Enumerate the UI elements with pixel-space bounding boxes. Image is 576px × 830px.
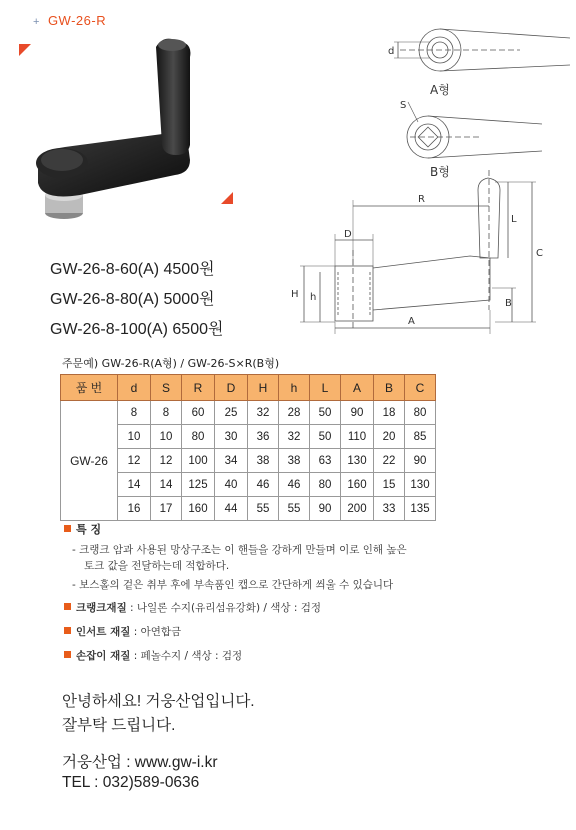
group-cell: GW-26 (61, 401, 118, 521)
cell: 130 (341, 449, 374, 473)
dim-label-S: S (400, 100, 407, 111)
cell: 50 (310, 401, 341, 425)
cell: 28 (279, 401, 310, 425)
cell: 10 (118, 425, 151, 449)
bullet-square-icon (64, 525, 71, 532)
dim-label-L: L (511, 214, 517, 225)
cell: 135 (405, 497, 436, 521)
type-a-label: A형 (430, 83, 450, 97)
cell: 17 (151, 497, 182, 521)
dim-label-A: A (408, 316, 415, 327)
table-row (61, 497, 436, 521)
table-row (61, 425, 436, 449)
spec-label: 손잡이 재질 (76, 650, 131, 662)
bullet-square-icon (64, 603, 71, 610)
cell: 50 (310, 425, 341, 449)
cell: 160 (341, 473, 374, 497)
order-example: 주문예) GW-26-R(A형) / GW-26-S×R(B형) (62, 357, 280, 370)
cell: 32 (279, 425, 310, 449)
cell: 46 (279, 473, 310, 497)
bullet-square-icon (64, 627, 71, 634)
spec-label: 인서트 재질 (76, 626, 131, 638)
table-header-row (61, 375, 436, 401)
header-cell: L (310, 375, 341, 401)
cell: 90 (341, 401, 374, 425)
cell: 32 (248, 401, 279, 425)
table-row (61, 401, 436, 425)
cell: 200 (341, 497, 374, 521)
company-phone: TEL : 032)589-0636 (62, 774, 200, 791)
header-cell: 품 번 (61, 375, 118, 401)
cell: 80 (310, 473, 341, 497)
cell: 20 (374, 425, 405, 449)
cell: 160 (182, 497, 215, 521)
spec-label: 크랭크재질 (76, 602, 127, 614)
price-line-1: GW-26-8-60(A) 4500원 (50, 261, 215, 278)
header-cell: H (248, 375, 279, 401)
header-cell: h (279, 375, 310, 401)
cell: 125 (182, 473, 215, 497)
cell: 38 (279, 449, 310, 473)
header-cell: A (341, 375, 374, 401)
dim-label-B: B (505, 298, 512, 309)
cell: 14 (118, 473, 151, 497)
cell: 36 (248, 425, 279, 449)
spec-value: : 나일론 수지(유리섬유강화) / 색상 : 검정 (126, 602, 322, 614)
greeting-line-1: 안녕하세요! 거웅산업입니다. (62, 693, 255, 710)
feature-line-2: 토크 값을 전달하는데 적합하다. (84, 560, 230, 572)
company-website: 거웅산업 : www.gw-i.kr (62, 754, 218, 771)
product-photo (30, 35, 230, 220)
product-title-row (33, 13, 106, 28)
cell: 40 (215, 473, 248, 497)
header-cell: d (118, 375, 151, 401)
dim-label-R: R (418, 194, 425, 205)
dim-label-C: C (536, 248, 543, 259)
type-b-label: B형 (430, 165, 450, 179)
header-cell: C (405, 375, 436, 401)
spec-value: : 아연합금 (130, 626, 182, 638)
cell: 130 (405, 473, 436, 497)
dim-label-d: d (388, 46, 395, 57)
header-cell: B (374, 375, 405, 401)
cell: 60 (182, 401, 215, 425)
feature-line-3: - 보스홀의 겉은 취부 후에 부속품인 캡으로 간단하게 씌울 수 있습니다 (72, 579, 394, 591)
cell: 110 (341, 425, 374, 449)
dim-label-D: D (344, 229, 352, 240)
product-title: GW-26-R (47, 13, 107, 28)
cell: 63 (310, 449, 341, 473)
cell: 55 (279, 497, 310, 521)
cell: 22 (374, 449, 405, 473)
cell: 14 (151, 473, 182, 497)
cell: 8 (151, 401, 182, 425)
price-line-3: GW-26-8-100(A) 6500원 (50, 321, 224, 338)
spec-handle-material (64, 648, 242, 663)
dim-label-h: h (310, 292, 317, 303)
cell: 18 (374, 401, 405, 425)
greeting-line-2: 잘부탁 드립니다. (62, 717, 176, 734)
spec-value: : 페놀수지 / 색상 : 검정 (130, 650, 243, 662)
cell: 12 (118, 449, 151, 473)
header-cell: D (215, 375, 248, 401)
spec-crank-material (64, 600, 321, 615)
cell: 25 (215, 401, 248, 425)
cell: 100 (182, 449, 215, 473)
spec-table (60, 374, 436, 521)
price-line-2: GW-26-8-80(A) 5000원 (50, 291, 215, 308)
feature-line-1: - 크랭크 암과 사용된 망상구조는 이 핸들을 강하게 만들며 이로 인해 높은 (72, 544, 407, 556)
cell: 12 (151, 449, 182, 473)
cell: 90 (405, 449, 436, 473)
bullet-square-icon (64, 651, 71, 658)
technical-drawing (280, 10, 570, 350)
cell: 44 (215, 497, 248, 521)
header-cell: R (182, 375, 215, 401)
spec-insert-material (64, 624, 181, 639)
cell: 85 (405, 425, 436, 449)
features-heading (64, 521, 101, 537)
cell: 8 (118, 401, 151, 425)
cell: 15 (374, 473, 405, 497)
header-cell: S (151, 375, 182, 401)
dim-label-H: H (291, 289, 299, 300)
cell: 55 (248, 497, 279, 521)
cell: 16 (118, 497, 151, 521)
plus-icon: + (33, 16, 40, 28)
cell: 30 (215, 425, 248, 449)
cell: 46 (248, 473, 279, 497)
cell: 34 (215, 449, 248, 473)
table-row (61, 449, 436, 473)
table-row (61, 473, 436, 497)
cell: 10 (151, 425, 182, 449)
cell: 90 (310, 497, 341, 521)
features-heading-text: 특 징 (76, 523, 102, 536)
cell: 33 (374, 497, 405, 521)
cell: 38 (248, 449, 279, 473)
cell: 80 (405, 401, 436, 425)
cell: 80 (182, 425, 215, 449)
